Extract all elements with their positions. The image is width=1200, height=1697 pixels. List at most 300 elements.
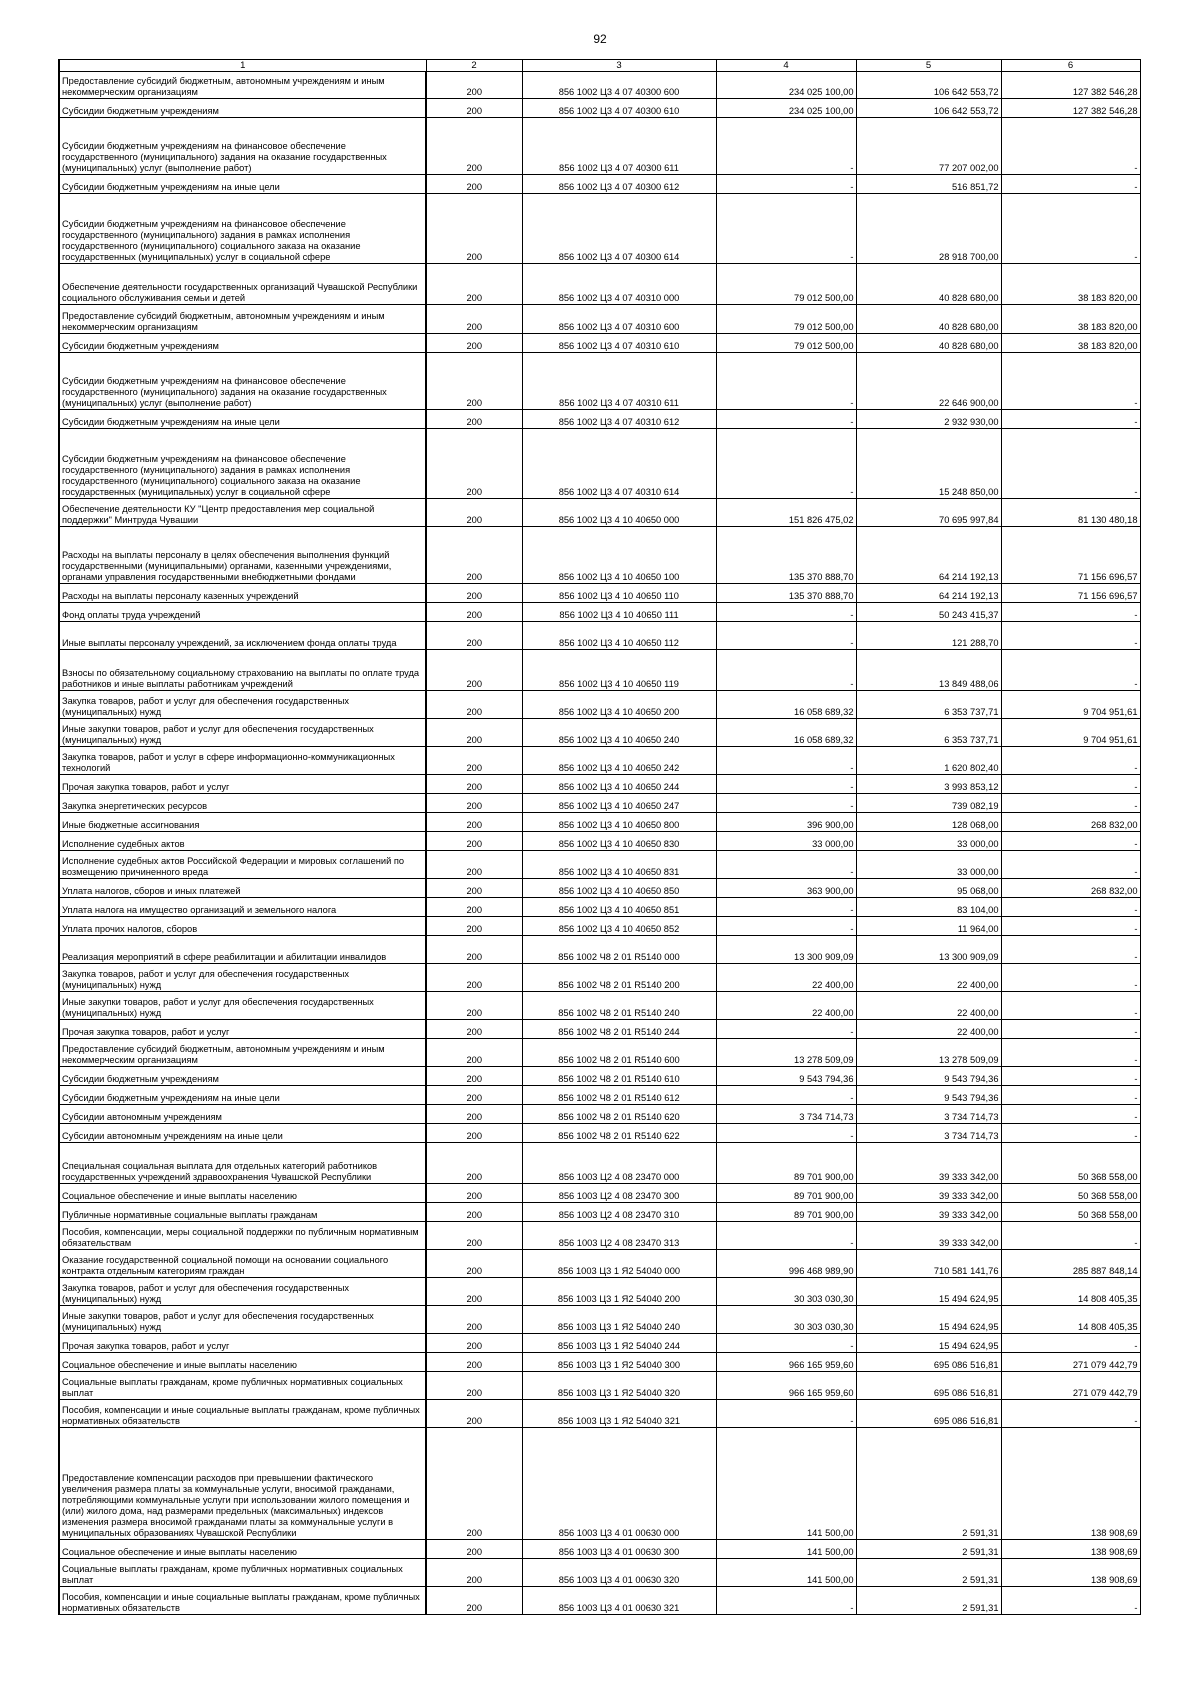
executed-amount-cell: 64 214 192,13 [856, 584, 1001, 603]
line-code-cell: 200 [426, 499, 522, 527]
approved-amount-cell: 396 900,00 [716, 813, 856, 832]
approved-amount-cell: - [716, 353, 856, 410]
row-name-cell: Субсидии бюджетным учреждениям на иные цели [59, 175, 426, 194]
executed-amount-cell: 9 543 794,36 [856, 1067, 1001, 1086]
executed-amount-cell: 39 333 342,00 [856, 1184, 1001, 1203]
approved-amount-cell: 30 303 030,30 [716, 1306, 856, 1334]
budget-classification-code-cell: 856 1003 Ц3 4 01 00630 300 [522, 1540, 716, 1559]
row-name-cell: Исполнение судебных актов [59, 832, 426, 851]
approved-amount-cell: 13 278 509,09 [716, 1039, 856, 1067]
unexecuted-amount-cell: - [1001, 353, 1140, 410]
line-code-cell: 200 [426, 175, 522, 194]
row-name-cell: Субсидии бюджетным учреждениям на иные цели [59, 1086, 426, 1105]
budget-classification-code-cell: 856 1003 Ц2 4 08 23470 300 [522, 1184, 716, 1203]
approved-amount-cell: 33 000,00 [716, 832, 856, 851]
unexecuted-amount-cell: 71 156 696,57 [1001, 527, 1140, 584]
budget-classification-code-cell: 856 1002 Ц3 4 10 40650 119 [522, 650, 716, 691]
executed-amount-cell: 33 000,00 [856, 832, 1001, 851]
approved-amount-cell: - [716, 118, 856, 175]
approved-amount-cell: 3 734 714,73 [716, 1105, 856, 1124]
line-code-cell: 200 [426, 1067, 522, 1086]
budget-classification-code-cell: 856 1003 Ц3 4 01 00630 321 [522, 1587, 716, 1615]
line-code-cell: 200 [426, 650, 522, 691]
executed-amount-cell: 33 000,00 [856, 851, 1001, 879]
unexecuted-amount-cell: 38 183 820,00 [1001, 334, 1140, 353]
line-code-cell: 200 [426, 264, 522, 305]
row-name-cell: Обеспечение деятельности КУ "Центр предоставления мер социальной поддержки" Минтруда Чувашии [59, 499, 426, 527]
row-name-cell: Субсидии бюджетным учреждениям на иные цели [59, 410, 426, 429]
unexecuted-amount-cell: 14 808 405,35 [1001, 1306, 1140, 1334]
table-row [59, 264, 1140, 305]
executed-amount-cell: 6 353 737,71 [856, 719, 1001, 747]
unexecuted-amount-cell: - [1001, 917, 1140, 936]
column-header-2: 2 [426, 60, 522, 72]
unexecuted-amount-cell: 268 832,00 [1001, 813, 1140, 832]
unexecuted-amount-cell: - [1001, 775, 1140, 794]
budget-classification-code-cell: 856 1002 Ц3 4 07 40310 614 [522, 429, 716, 499]
table-row [59, 936, 1140, 964]
approved-amount-cell: 79 012 500,00 [716, 264, 856, 305]
row-name-cell: Пособия, компенсации и иные социальные выплаты гражданам, кроме публичных нормативных обязательств [59, 1400, 426, 1428]
row-name-cell: Субсидии бюджетным учреждениям [59, 1067, 426, 1086]
unexecuted-amount-cell: - [1001, 936, 1140, 964]
unexecuted-amount-cell: - [1001, 429, 1140, 499]
budget-classification-code-cell: 856 1002 Ц3 4 07 40310 000 [522, 264, 716, 305]
line-code-cell: 200 [426, 1203, 522, 1222]
table-row [59, 499, 1140, 527]
row-name-cell: Прочая закупка товаров, работ и услуг [59, 1334, 426, 1353]
approved-amount-cell: 151 826 475,02 [716, 499, 856, 527]
executed-amount-cell: 15 494 624,95 [856, 1334, 1001, 1353]
executed-amount-cell: 695 086 516,81 [856, 1400, 1001, 1428]
budget-classification-code-cell: 856 1002 Ч8 2 01 R5140 620 [522, 1105, 716, 1124]
approved-amount-cell: 89 701 900,00 [716, 1143, 856, 1184]
unexecuted-amount-cell: 271 079 442,79 [1001, 1353, 1140, 1372]
row-name-cell: Уплата налога на имущество организаций и земельного налога [59, 898, 426, 917]
budget-classification-code-cell: 856 1003 Ц2 4 08 23470 000 [522, 1143, 716, 1184]
budget-classification-code-cell: 856 1002 Ц3 4 10 40650 800 [522, 813, 716, 832]
approved-amount-cell: - [716, 794, 856, 813]
budget-classification-code-cell: 856 1002 Ц3 4 10 40650 247 [522, 794, 716, 813]
line-code-cell: 200 [426, 917, 522, 936]
line-code-cell: 200 [426, 353, 522, 410]
table-row [59, 353, 1140, 410]
row-name-cell: Пособия, компенсации, меры социальной поддержки по публичным нормативным обязательствам [59, 1222, 426, 1250]
row-name-cell: Расходы на выплаты персоналу в целях обеспечения выполнения функций государственными (муниципальными) органами, казенными учреждениями, органами управления государственными внебюджетными фондами [59, 527, 426, 584]
unexecuted-amount-cell: 38 183 820,00 [1001, 305, 1140, 334]
table-row [59, 1203, 1140, 1222]
approved-amount-cell: - [716, 175, 856, 194]
line-code-cell: 200 [426, 429, 522, 499]
budget-classification-code-cell: 856 1002 Ц3 4 07 40300 600 [522, 72, 716, 99]
budget-classification-code-cell: 856 1002 Ч8 2 01 R5140 622 [522, 1124, 716, 1143]
approved-amount-cell: 141 500,00 [716, 1428, 856, 1540]
unexecuted-amount-cell: 38 183 820,00 [1001, 264, 1140, 305]
executed-amount-cell: 3 993 853,12 [856, 775, 1001, 794]
budget-classification-code-cell: 856 1002 Ц3 4 10 40650 852 [522, 917, 716, 936]
approved-amount-cell: - [716, 1400, 856, 1428]
row-name-cell: Субсидии бюджетным учреждениям на финансовое обеспечение государственного (муниципального) задания на оказание государственных (муниципальных) услуг (выполнение работ) [59, 118, 426, 175]
unexecuted-amount-cell: - [1001, 964, 1140, 992]
executed-amount-cell: 695 086 516,81 [856, 1372, 1001, 1400]
row-name-cell: Обеспечение деятельности государственных организаций Чувашской Республики социального обслуживания семьи и детей [59, 264, 426, 305]
column-header-3: 3 [522, 60, 716, 72]
line-code-cell: 200 [426, 898, 522, 917]
line-code-cell: 200 [426, 1278, 522, 1306]
budget-classification-code-cell: 856 1002 Ц3 4 10 40650 244 [522, 775, 716, 794]
approved-amount-cell: 966 165 959,60 [716, 1372, 856, 1400]
executed-amount-cell: 22 646 900,00 [856, 353, 1001, 410]
row-name-cell: Закупка товаров, работ и услуг для обеспечения государственных (муниципальных) нужд [59, 1278, 426, 1306]
executed-amount-cell: 121 288,70 [856, 622, 1001, 650]
row-name-cell: Предоставление субсидий бюджетным, автономным учреждениям и иным некоммерческим организациям [59, 72, 426, 99]
row-name-cell: Субсидии бюджетным учреждениям [59, 99, 426, 118]
line-code-cell: 200 [426, 1184, 522, 1203]
line-code-cell: 200 [426, 1540, 522, 1559]
budget-classification-code-cell: 856 1002 Ч8 2 01 R5140 600 [522, 1039, 716, 1067]
unexecuted-amount-cell: 71 156 696,57 [1001, 584, 1140, 603]
line-code-cell: 200 [426, 1020, 522, 1039]
unexecuted-amount-cell: - [1001, 794, 1140, 813]
unexecuted-amount-cell: 50 368 558,00 [1001, 1143, 1140, 1184]
budget-classification-code-cell: 856 1002 Ц3 4 07 40310 611 [522, 353, 716, 410]
unexecuted-amount-cell: - [1001, 1105, 1140, 1124]
table-row [59, 691, 1140, 719]
line-code-cell: 200 [426, 584, 522, 603]
line-code-cell: 200 [426, 992, 522, 1020]
approved-amount-cell: - [716, 429, 856, 499]
unexecuted-amount-cell: 50 368 558,00 [1001, 1203, 1140, 1222]
budget-classification-code-cell: 856 1003 Ц3 1 Я2 54040 200 [522, 1278, 716, 1306]
unexecuted-amount-cell: 138 908,69 [1001, 1540, 1140, 1559]
line-code-cell: 200 [426, 72, 522, 99]
budget-classification-code-cell: 856 1002 Ц3 4 10 40650 831 [522, 851, 716, 879]
executed-amount-cell: 77 207 002,00 [856, 118, 1001, 175]
row-name-cell: Взносы по обязательному социальному страхованию на выплаты по оплате труда работников и иные выплаты работникам учреждений [59, 650, 426, 691]
approved-amount-cell: 16 058 689,32 [716, 691, 856, 719]
row-name-cell: Иные выплаты персоналу учреждений, за исключением фонда оплаты труда [59, 622, 426, 650]
table-row [59, 879, 1140, 898]
unexecuted-amount-cell: 271 079 442,79 [1001, 1372, 1140, 1400]
approved-amount-cell: - [716, 1124, 856, 1143]
column-number-header-row [59, 60, 1140, 72]
unexecuted-amount-cell: 268 832,00 [1001, 879, 1140, 898]
unexecuted-amount-cell: 81 130 480,18 [1001, 499, 1140, 527]
line-code-cell: 200 [426, 622, 522, 650]
row-name-cell: Предоставление субсидий бюджетным, автономным учреждениям и иным некоммерческим организациям [59, 305, 426, 334]
approved-amount-cell: - [716, 650, 856, 691]
line-code-cell: 200 [426, 719, 522, 747]
table-row [59, 1559, 1140, 1587]
budget-execution-table [58, 59, 1141, 1615]
approved-amount-cell: 966 165 959,60 [716, 1353, 856, 1372]
table-row [59, 72, 1140, 99]
row-name-cell: Уплата прочих налогов, сборов [59, 917, 426, 936]
unexecuted-amount-cell: - [1001, 603, 1140, 622]
table-row [59, 813, 1140, 832]
unexecuted-amount-cell: - [1001, 1587, 1140, 1615]
budget-classification-code-cell: 856 1002 Ц3 4 07 40300 611 [522, 118, 716, 175]
budget-classification-code-cell: 856 1002 Ц3 4 07 40310 600 [522, 305, 716, 334]
approved-amount-cell: - [716, 917, 856, 936]
table-row [59, 118, 1140, 175]
line-code-cell: 200 [426, 747, 522, 775]
table-row [59, 194, 1140, 264]
executed-amount-cell: 106 642 553,72 [856, 99, 1001, 118]
budget-classification-code-cell: 856 1003 Ц3 1 Я2 54040 300 [522, 1353, 716, 1372]
row-name-cell: Субсидии бюджетным учреждениям на финансовое обеспечение государственного (муниципального) задания в рамках исполнения государственного (муниципального) социального заказа на оказание государственных (муниципальных) услуг в социальной сфере [59, 429, 426, 499]
table-row [59, 1039, 1140, 1067]
budget-classification-code-cell: 856 1002 Ц3 4 10 40650 111 [522, 603, 716, 622]
approved-amount-cell: 234 025 100,00 [716, 72, 856, 99]
budget-classification-code-cell: 856 1002 Ц3 4 10 40650 851 [522, 898, 716, 917]
line-code-cell: 200 [426, 936, 522, 964]
executed-amount-cell: 1 620 802,40 [856, 747, 1001, 775]
column-header-4: 4 [716, 60, 856, 72]
table-row [59, 794, 1140, 813]
unexecuted-amount-cell: - [1001, 1020, 1140, 1039]
executed-amount-cell: 50 243 415,37 [856, 603, 1001, 622]
executed-amount-cell: 13 300 909,09 [856, 936, 1001, 964]
line-code-cell: 200 [426, 1559, 522, 1587]
row-name-cell: Социальные выплаты гражданам, кроме публичных нормативных социальных выплат [59, 1372, 426, 1400]
budget-classification-code-cell: 856 1002 Ц3 4 07 40300 612 [522, 175, 716, 194]
executed-amount-cell: 2 591,31 [856, 1559, 1001, 1587]
budget-classification-code-cell: 856 1002 Ч8 2 01 R5140 240 [522, 992, 716, 1020]
row-name-cell: Реализация мероприятий в сфере реабилитации и абилитации инвалидов [59, 936, 426, 964]
executed-amount-cell: 2 591,31 [856, 1587, 1001, 1615]
table-row [59, 775, 1140, 794]
budget-classification-code-cell: 856 1003 Ц3 4 01 00630 320 [522, 1559, 716, 1587]
approved-amount-cell: 79 012 500,00 [716, 305, 856, 334]
table-row [59, 747, 1140, 775]
executed-amount-cell: 695 086 516,81 [856, 1353, 1001, 1372]
row-name-cell: Пособия, компенсации и иные социальные выплаты гражданам, кроме публичных нормативных обязательств [59, 1587, 426, 1615]
unexecuted-amount-cell: - [1001, 1039, 1140, 1067]
table-row [59, 1334, 1140, 1353]
budget-classification-code-cell: 856 1003 Ц3 1 Я2 54040 240 [522, 1306, 716, 1334]
unexecuted-amount-cell: - [1001, 1124, 1140, 1143]
budget-classification-code-cell: 856 1002 Ч8 2 01 R5140 200 [522, 964, 716, 992]
approved-amount-cell: 22 400,00 [716, 992, 856, 1020]
budget-classification-code-cell: 856 1002 Ц3 4 10 40650 830 [522, 832, 716, 851]
row-name-cell: Социальное обеспечение и иные выплаты населению [59, 1540, 426, 1559]
executed-amount-cell: 70 695 997,84 [856, 499, 1001, 527]
line-code-cell: 200 [426, 1334, 522, 1353]
unexecuted-amount-cell: 14 808 405,35 [1001, 1278, 1140, 1306]
unexecuted-amount-cell: 9 704 951,61 [1001, 719, 1140, 747]
budget-classification-code-cell: 856 1002 Ч8 2 01 R5140 612 [522, 1086, 716, 1105]
executed-amount-cell: 40 828 680,00 [856, 264, 1001, 305]
budget-classification-code-cell: 856 1003 Ц3 1 Я2 54040 320 [522, 1372, 716, 1400]
executed-amount-cell: 40 828 680,00 [856, 334, 1001, 353]
row-name-cell: Иные закупки товаров, работ и услуг для обеспечения государственных (муниципальных) нужд [59, 1306, 426, 1334]
row-name-cell: Закупка товаров, работ и услуг для обеспечения государственных (муниципальных) нужд [59, 691, 426, 719]
row-name-cell: Прочая закупка товаров, работ и услуг [59, 1020, 426, 1039]
row-name-cell: Социальные выплаты гражданам, кроме публичных нормативных социальных выплат [59, 1559, 426, 1587]
table-row [59, 1067, 1140, 1086]
executed-amount-cell: 9 543 794,36 [856, 1086, 1001, 1105]
approved-amount-cell: - [716, 1086, 856, 1105]
unexecuted-amount-cell: - [1001, 194, 1140, 264]
budget-classification-code-cell: 856 1002 Ц3 4 07 40300 610 [522, 99, 716, 118]
approved-amount-cell: - [716, 1334, 856, 1353]
unexecuted-amount-cell: 127 382 546,28 [1001, 72, 1140, 99]
column-header-5: 5 [856, 60, 1001, 72]
table-row [59, 1587, 1140, 1615]
row-name-cell: Прочая закупка товаров, работ и услуг [59, 775, 426, 794]
line-code-cell: 200 [426, 964, 522, 992]
executed-amount-cell: 2 591,31 [856, 1540, 1001, 1559]
executed-amount-cell: 106 642 553,72 [856, 72, 1001, 99]
executed-amount-cell: 40 828 680,00 [856, 305, 1001, 334]
executed-amount-cell: 13 278 509,09 [856, 1039, 1001, 1067]
executed-amount-cell: 39 333 342,00 [856, 1143, 1001, 1184]
unexecuted-amount-cell: - [1001, 650, 1140, 691]
approved-amount-cell: 89 701 900,00 [716, 1203, 856, 1222]
line-code-cell: 200 [426, 603, 522, 622]
approved-amount-cell: 363 900,00 [716, 879, 856, 898]
row-name-cell: Публичные нормативные социальные выплаты гражданам [59, 1203, 426, 1222]
approved-amount-cell: - [716, 1020, 856, 1039]
budget-classification-code-cell: 856 1003 Ц3 1 Я2 54040 321 [522, 1400, 716, 1428]
line-code-cell: 200 [426, 775, 522, 794]
table-row [59, 1250, 1140, 1278]
executed-amount-cell: 2 591,31 [856, 1428, 1001, 1540]
budget-classification-code-cell: 856 1003 Ц2 4 08 23470 313 [522, 1222, 716, 1250]
unexecuted-amount-cell: - [1001, 622, 1140, 650]
unexecuted-amount-cell: - [1001, 1067, 1140, 1086]
budget-classification-code-cell: 856 1002 Ц3 4 10 40650 000 [522, 499, 716, 527]
unexecuted-amount-cell: - [1001, 175, 1140, 194]
row-name-cell: Социальное обеспечение и иные выплаты населению [59, 1353, 426, 1372]
budget-classification-code-cell: 856 1002 Ц3 4 07 40310 610 [522, 334, 716, 353]
row-name-cell: Субсидии бюджетным учреждениям на финансовое обеспечение государственного (муниципального) задания на оказание государственных (муниципальных) услуг (выполнение работ) [59, 353, 426, 410]
table-row [59, 992, 1140, 1020]
approved-amount-cell: 30 303 030,30 [716, 1278, 856, 1306]
unexecuted-amount-cell: - [1001, 851, 1140, 879]
table-row [59, 1400, 1140, 1428]
unexecuted-amount-cell: - [1001, 992, 1140, 1020]
line-code-cell: 200 [426, 1105, 522, 1124]
table-row [59, 832, 1140, 851]
table-row [59, 898, 1140, 917]
budget-classification-code-cell: 856 1002 Ц3 4 07 40300 614 [522, 194, 716, 264]
line-code-cell: 200 [426, 1250, 522, 1278]
executed-amount-cell: 128 068,00 [856, 813, 1001, 832]
executed-amount-cell: 39 333 342,00 [856, 1203, 1001, 1222]
executed-amount-cell: 83 104,00 [856, 898, 1001, 917]
unexecuted-amount-cell: 50 368 558,00 [1001, 1184, 1140, 1203]
approved-amount-cell: 141 500,00 [716, 1559, 856, 1587]
executed-amount-cell: 13 849 488,06 [856, 650, 1001, 691]
table-row [59, 1086, 1140, 1105]
line-code-cell: 200 [426, 99, 522, 118]
line-code-cell: 200 [426, 1124, 522, 1143]
line-code-cell: 200 [426, 118, 522, 175]
executed-amount-cell: 710 581 141,76 [856, 1250, 1001, 1278]
unexecuted-amount-cell: - [1001, 118, 1140, 175]
line-code-cell: 200 [426, 1143, 522, 1184]
budget-classification-code-cell: 856 1002 Ц3 4 10 40650 200 [522, 691, 716, 719]
table-row [59, 1428, 1140, 1540]
table-row [59, 1143, 1140, 1184]
line-code-cell: 200 [426, 194, 522, 264]
executed-amount-cell: 11 964,00 [856, 917, 1001, 936]
line-code-cell: 200 [426, 813, 522, 832]
approved-amount-cell: 16 058 689,32 [716, 719, 856, 747]
table-row [59, 1306, 1140, 1334]
approved-amount-cell: - [716, 194, 856, 264]
row-name-cell: Расходы на выплаты персоналу казенных учреждений [59, 584, 426, 603]
executed-amount-cell: 15 248 850,00 [856, 429, 1001, 499]
executed-amount-cell: 3 734 714,73 [856, 1105, 1001, 1124]
line-code-cell: 200 [426, 794, 522, 813]
row-name-cell: Иные бюджетные ассигнования [59, 813, 426, 832]
table-row [59, 527, 1140, 584]
unexecuted-amount-cell: 138 908,69 [1001, 1428, 1140, 1540]
table-row [59, 1540, 1140, 1559]
executed-amount-cell: 15 494 624,95 [856, 1306, 1001, 1334]
executed-amount-cell: 95 068,00 [856, 879, 1001, 898]
table-body [59, 72, 1140, 1615]
row-name-cell: Оказание государственной социальной помощи на основании социального контракта отдельным категориям граждан [59, 1250, 426, 1278]
approved-amount-cell: 141 500,00 [716, 1540, 856, 1559]
line-code-cell: 200 [426, 410, 522, 429]
unexecuted-amount-cell: 138 908,69 [1001, 1559, 1140, 1587]
line-code-cell: 200 [426, 1306, 522, 1334]
line-code-cell: 200 [426, 1039, 522, 1067]
line-code-cell: 200 [426, 1587, 522, 1615]
approved-amount-cell: 135 370 888,70 [716, 527, 856, 584]
approved-amount-cell: - [716, 603, 856, 622]
executed-amount-cell: 28 918 700,00 [856, 194, 1001, 264]
row-name-cell: Субсидии автономным учреждениям на иные цели [59, 1124, 426, 1143]
budget-classification-code-cell: 856 1002 Ч8 2 01 R5140 000 [522, 936, 716, 964]
line-code-cell: 200 [426, 1400, 522, 1428]
approved-amount-cell: - [716, 1587, 856, 1615]
row-name-cell: Фонд оплаты труда учреждений [59, 603, 426, 622]
column-header-6: 6 [1001, 60, 1140, 72]
approved-amount-cell: - [716, 1222, 856, 1250]
unexecuted-amount-cell: - [1001, 1086, 1140, 1105]
row-name-cell: Субсидии бюджетным учреждениям [59, 334, 426, 353]
approved-amount-cell: 13 300 909,09 [716, 936, 856, 964]
executed-amount-cell: 516 851,72 [856, 175, 1001, 194]
budget-classification-code-cell: 856 1002 Ц3 4 10 40650 850 [522, 879, 716, 898]
budget-classification-code-cell: 856 1002 Ц3 4 07 40310 612 [522, 410, 716, 429]
approved-amount-cell: 234 025 100,00 [716, 99, 856, 118]
executed-amount-cell: 3 734 714,73 [856, 1124, 1001, 1143]
table-row [59, 429, 1140, 499]
approved-amount-cell: 9 543 794,36 [716, 1067, 856, 1086]
table-row [59, 1184, 1140, 1203]
row-name-cell: Уплата налогов, сборов и иных платежей [59, 879, 426, 898]
line-code-cell: 200 [426, 832, 522, 851]
unexecuted-amount-cell: - [1001, 898, 1140, 917]
table-row [59, 410, 1140, 429]
table-row [59, 1124, 1140, 1143]
row-name-cell: Иные закупки товаров, работ и услуг для обеспечения государственных (муниципальных) нужд [59, 719, 426, 747]
table-row [59, 719, 1140, 747]
line-code-cell: 200 [426, 1222, 522, 1250]
approved-amount-cell: - [716, 410, 856, 429]
line-code-cell: 200 [426, 851, 522, 879]
page-number: 92 [593, 32, 607, 46]
approved-amount-cell: - [716, 775, 856, 794]
approved-amount-cell: 135 370 888,70 [716, 584, 856, 603]
approved-amount-cell: - [716, 622, 856, 650]
